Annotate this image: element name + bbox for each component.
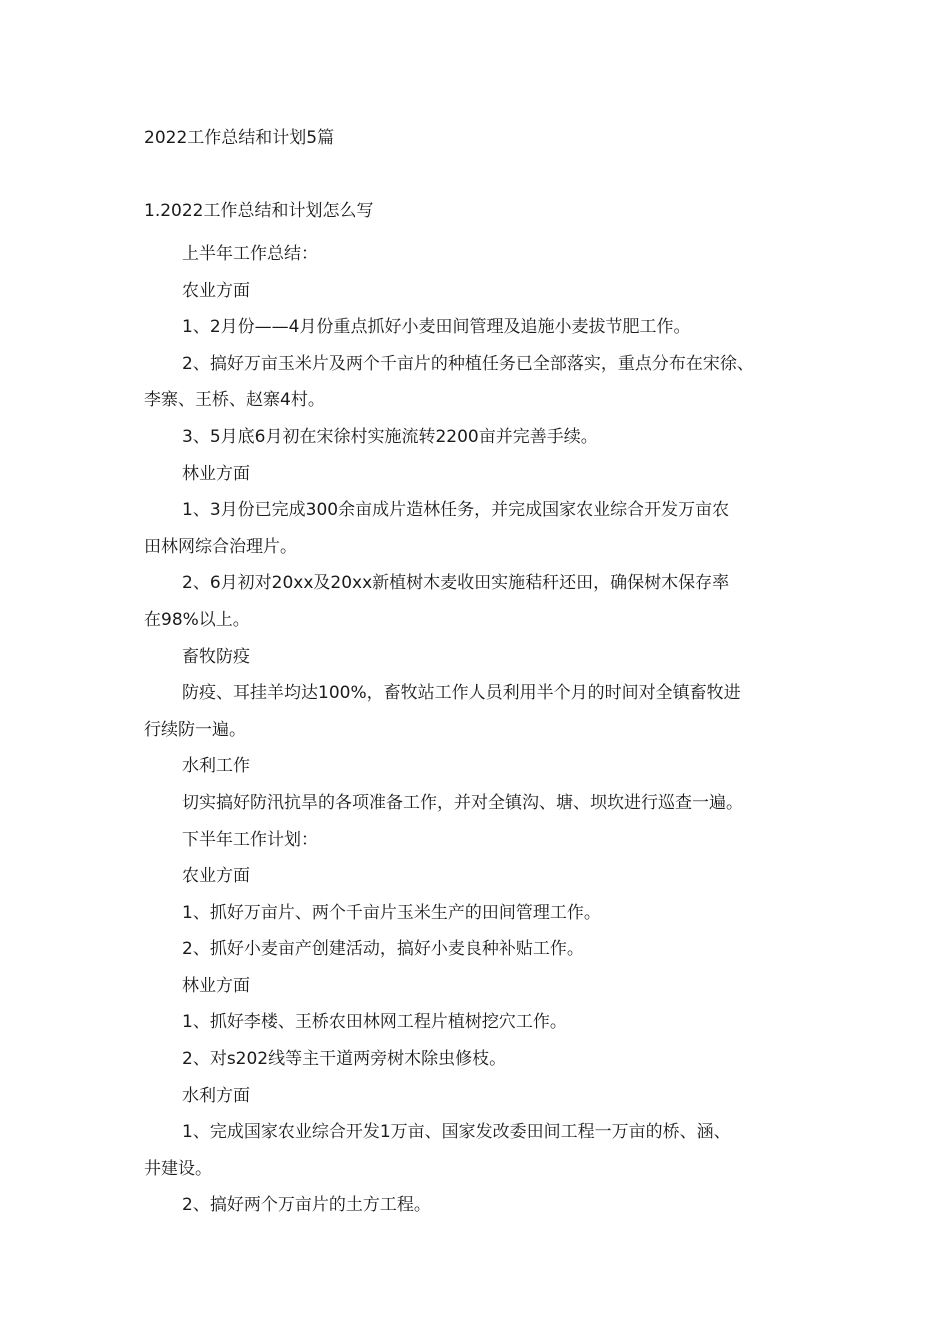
paragraph-line: 李寨、王桥、赵寨4村。 [144,390,325,411]
paragraph-line: 农业方面 [182,280,250,301]
paragraph-line: 下半年工作计划： [182,829,318,850]
paragraph-line: 畜牧防疫 [182,646,250,667]
paragraph-line: 1、2月份——4月份重点抓好小麦田间管理及追施小麦拔节肥工作。 [182,317,691,338]
paragraph-line: 林业方面 [182,463,250,484]
paragraph-line: 2、抓好小麦亩产创建活动，搞好小麦良种补贴工作。 [182,939,584,960]
paragraph-line: 1、3月份已完成300余亩成片造林任务，并完成国家农业综合开发万亩农 [182,500,730,521]
paragraph-line: 2、搞好万亩玉米片及两个千亩片的种植任务已全部落实，重点分布在宋徐、 [182,353,754,374]
paragraph-line: 切实搞好防汛抗旱的各项准备工作，并对全镇沟、塘、坝坎进行巡查一遍。 [182,792,743,813]
paragraph-line: 井建设。 [144,1158,212,1179]
paragraph-line: 2、搞好两个万亩片的土方工程。 [182,1195,431,1216]
paragraph-line: 农业方面 [182,866,250,887]
document-body [144,236,834,1224]
paragraph-line: 1、完成国家农业综合开发1万亩、国家发改委田间工程一万亩的桥、涵、 [182,1122,731,1143]
document-title: 2022工作总结和计划5篇 [144,128,335,148]
paragraph-line: 上半年工作总结： [182,244,318,264]
paragraph-line: 1、抓好万亩片、两个千亩片玉米生产的田间管理工作。 [182,902,601,923]
paragraph-line: 防疫、耳挂羊均达100%，畜牧站工作人员利用半个月的时间对全镇畜牧进 [182,683,741,704]
paragraph-line: 水利方面 [182,1085,250,1106]
section-title: 1.2022工作总结和计划怎么写 [144,201,374,221]
paragraph-line: 1、抓好李楼、王桥农田林网工程片植树挖穴工作。 [182,1012,567,1033]
paragraph-line: 在98%以上。 [144,609,250,630]
paragraph-line: 田林网综合治理片。 [144,536,297,557]
paragraph-line: 水利工作 [182,756,250,777]
paragraph-line: 3、5月底6月初在宋徐村实施流转2200亩并完善手续。 [182,426,598,447]
paragraph-line: 行续防一遍。 [144,719,246,740]
paragraph-line: 2、对s202线等主干道两旁树木除虫修枝。 [182,1049,507,1070]
paragraph-line: 林业方面 [182,975,250,996]
paragraph-line: 2、6月初对20xx及20xx新植树木麦收田实施秸秆还田，确保树木保存率 [182,573,730,594]
